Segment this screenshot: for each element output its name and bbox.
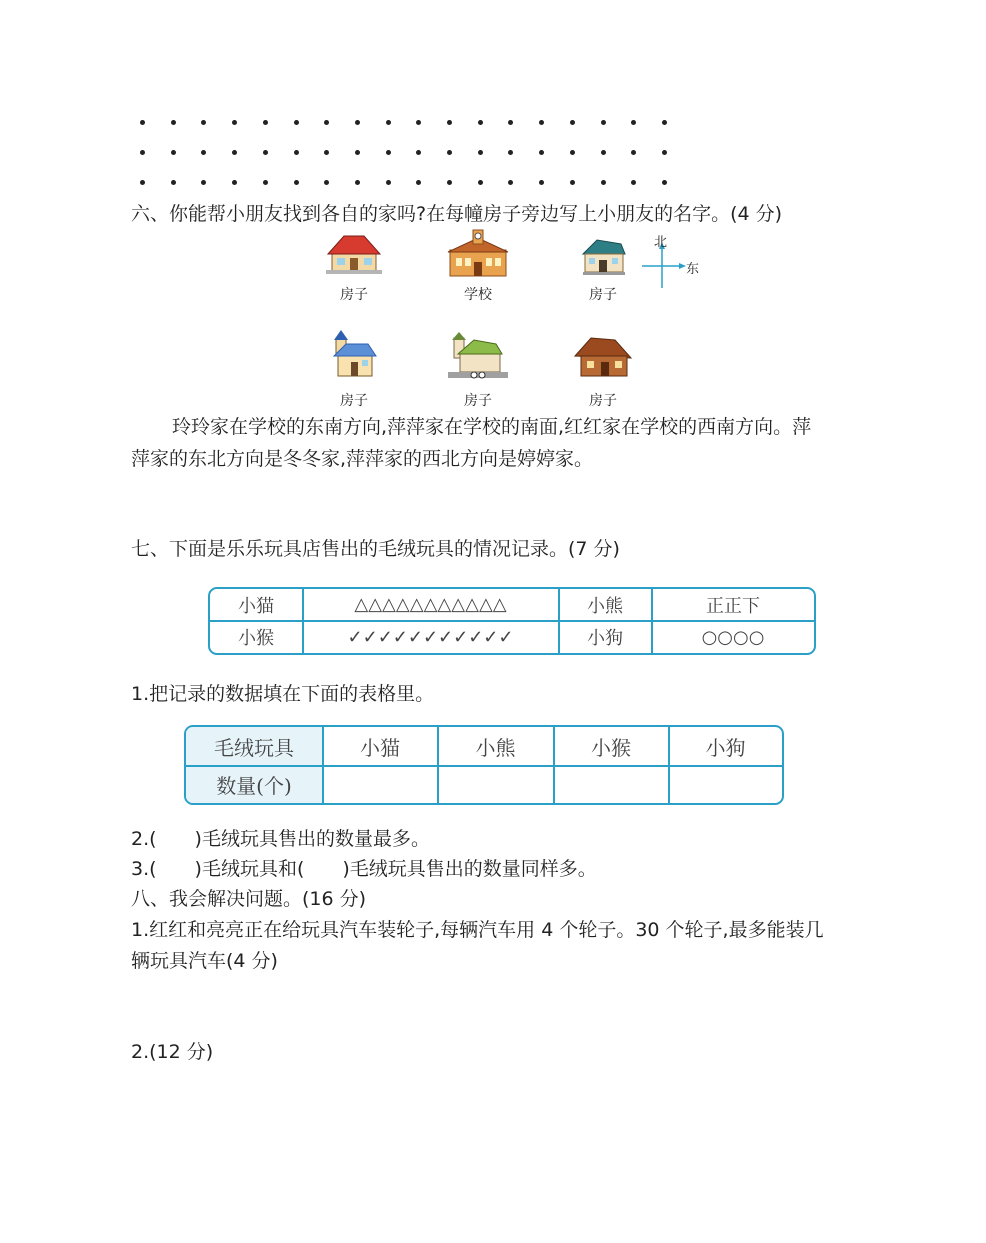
grid-dot [263,120,268,125]
grid-dot [324,120,329,125]
table-cell: 小猫 [238,595,274,617]
grid-dot [416,120,421,125]
grid-dot [570,150,575,155]
section7-q1: 1.把记录的数据填在下面的表格里。 [131,683,435,705]
grid-dot [324,150,329,155]
table-cell: 小狗 [587,628,623,649]
grid-dot [294,120,299,125]
table-cell: 小猴 [238,628,274,649]
row-label: 数量(个) [216,774,292,798]
circle-tally: ○○○○ [701,626,765,648]
school [446,228,510,306]
house-5 [571,334,635,410]
column-header: 小熊 [475,735,516,760]
grid-dot [355,150,360,155]
grid-dot [386,120,391,125]
answer-cell-cat[interactable] [323,766,437,803]
house-label: 房子 [464,393,492,409]
house-4 [446,330,510,410]
school-label: 学校 [464,287,492,303]
grid-dot [478,150,483,155]
grid-dot [539,150,544,155]
grid-dot [478,180,483,185]
zheng-tally: 正正下 [706,595,760,617]
grid-dot [447,180,452,185]
compass-north-label: 北 [654,235,668,250]
house-3 [322,330,386,410]
table-cell: 小熊 [587,595,623,617]
grid-dot [386,150,391,155]
grid-dot [508,120,513,125]
house-teal-roof-icon [571,236,635,278]
grid-dot [631,180,636,185]
house-label: 房子 [589,287,617,303]
section8-q1-line2: 辆玩具汽车(4 分) [131,950,278,972]
table-row [210,589,814,620]
house-1 [322,230,386,306]
grid-dot [631,120,636,125]
grid-dot [232,150,237,155]
answer-cell-monkey[interactable] [554,766,668,803]
grid-dot [171,150,176,155]
grid-dot [508,180,513,185]
triangle-tally: △△△△△△△△△△△ [354,594,507,615]
house-blue-tower-icon [322,330,386,382]
fill-table [184,725,784,805]
grid-dot [263,180,268,185]
table-row [186,766,782,803]
grid-dot [201,120,206,125]
grid-dot [416,180,421,185]
grid-dot [662,120,667,125]
grid-dot [508,150,513,155]
section6-title: 六、你能帮小朋友找到各自的家吗?在每幢房子旁边写上小朋友的名字。(4 分) [131,203,783,225]
house-label: 房子 [340,393,368,409]
grid-dot [539,180,544,185]
house-brown-cottage-icon [571,334,635,382]
section6-paragraph-line1: 玲玲家在学校的东南方向,萍萍家在学校的南面,红红家在学校的西南方向。萍 [172,416,812,438]
section8-title: 八、我会解决问题。(16 分) [131,888,367,910]
grid-dot [201,150,206,155]
grid-dot [601,180,606,185]
grid-dot [478,120,483,125]
house-label: 房子 [589,393,617,409]
grid-dot [171,180,176,185]
answer-cell-bear[interactable] [438,766,553,803]
grid-dot [386,180,391,185]
house-farm-icon [446,330,510,382]
house-red-roof-icon [322,230,386,278]
dot-grid [130,112,690,192]
table-header-row [186,727,782,765]
column-header: 小猫 [360,735,400,760]
grid-dot [601,120,606,125]
grid-dot [662,180,667,185]
grid-dot [263,150,268,155]
section8-q1-line1: 1.红红和亮亮正在给玩具汽车装轮子,每辆汽车用 4 个轮子。30 个轮子,最多能装几 [131,919,824,941]
grid-dot [232,180,237,185]
grid-dot [294,180,299,185]
column-header: 毛绒玩具 [214,735,294,760]
grid-dot [294,150,299,155]
compass-east-label: 东 [686,262,700,277]
section8-q2: 2.(12 分) [131,1041,214,1063]
grid-dot [601,150,606,155]
grid-dot [570,120,575,125]
grid-dot [416,150,421,155]
grid-dot [631,150,636,155]
grid-dot [201,180,206,185]
checkmark-tally: ✓✓✓✓✓✓✓✓✓✓✓ [347,626,514,648]
section7-q3: 3.( )毛绒玩具和( )毛绒玩具售出的数量同样多。 [131,858,597,880]
grid-dot [355,180,360,185]
house-label: 房子 [340,287,368,303]
section6-paragraph-line2: 萍家的东北方向是冬冬家,萍萍家的西北方向是婷婷家。 [131,448,594,470]
column-header: 小狗 [705,735,746,760]
answer-cell-dog[interactable] [669,766,782,803]
grid-dot [140,180,145,185]
grid-dot [570,180,575,185]
school-building-icon [446,228,510,278]
section7-q2: 2.( )毛绒玩具售出的数量最多。 [131,828,430,850]
grid-dot [539,120,544,125]
grid-dot [140,150,145,155]
grid-dot [355,120,360,125]
record-table [208,587,816,655]
table-row [210,621,814,653]
grid-dot [324,180,329,185]
grid-dot [447,150,452,155]
grid-dot [140,120,145,125]
grid-dot [232,120,237,125]
grid-dot [447,120,452,125]
compass [638,232,708,292]
column-header: 小猴 [591,735,631,760]
section7-title: 七、下面是乐乐玩具店售出的毛绒玩具的情况记录。(7 分) [131,538,620,560]
grid-dot [171,120,176,125]
grid-dot [662,150,667,155]
house-2 [571,236,635,306]
